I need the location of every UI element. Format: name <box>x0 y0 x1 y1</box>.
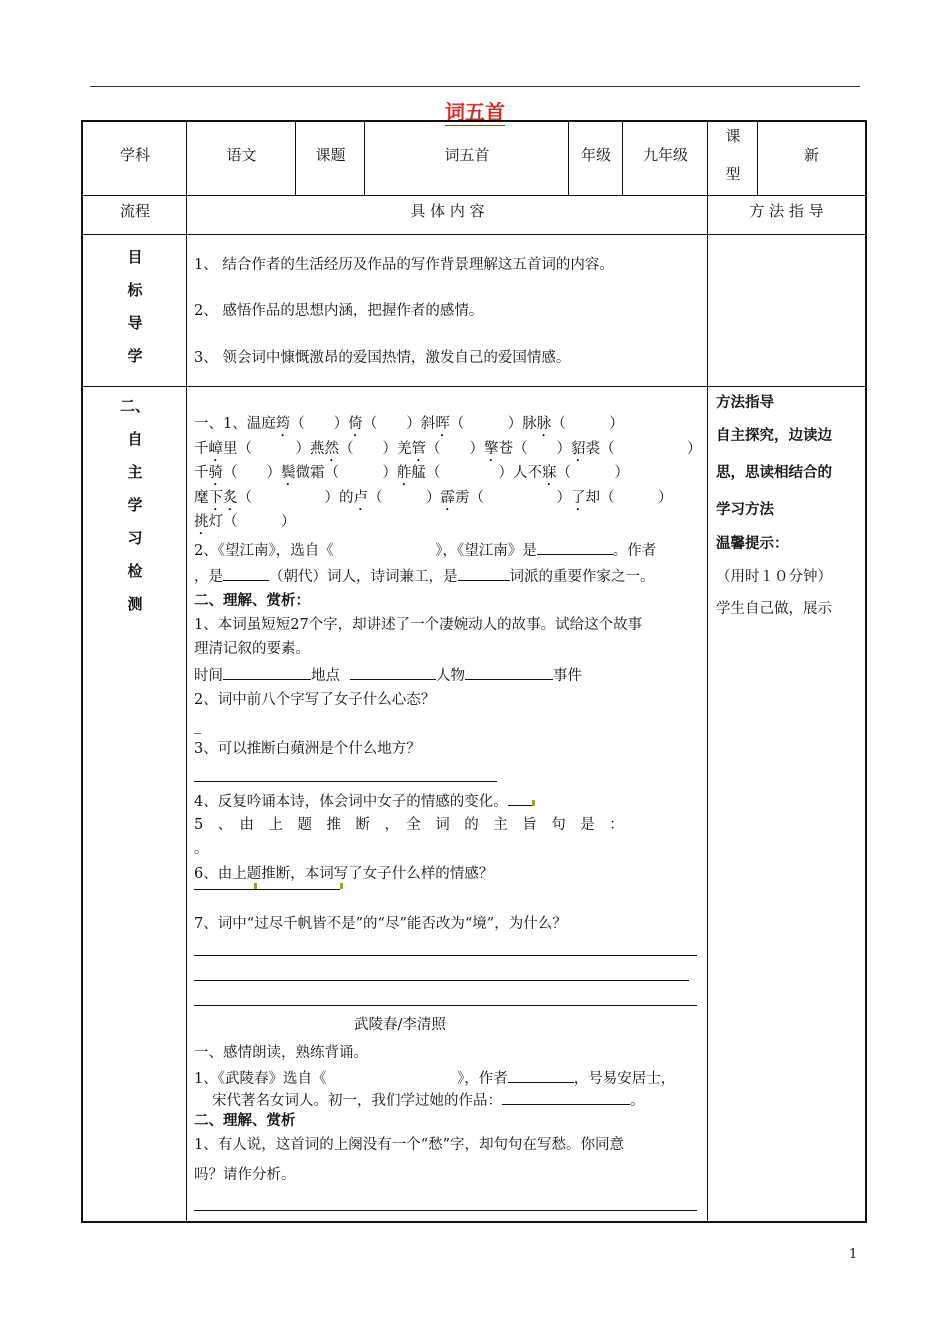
section-heading: 二、理解、赏析 <box>194 1113 296 1129</box>
subject-value: 语文 <box>226 146 257 164</box>
question-text: 1、有人说，这首词的上阕没有一个“愁”字，却句句在写愁。你同意 <box>194 1137 625 1153</box>
answer-line <box>194 781 497 782</box>
method-text: 思，思读相结合的 <box>716 465 832 481</box>
goal-item: 2、 感悟作品的思想内涵，把握作者的感情。 <box>194 303 484 319</box>
column-divider <box>707 122 708 1221</box>
mark <box>340 883 343 889</box>
tip-heading: 温馨提示： <box>716 536 789 552</box>
mark <box>254 883 257 889</box>
answer-line <box>194 955 697 956</box>
question-text: 理清记叙的要素。 <box>194 641 310 657</box>
method-text: 学习方法 <box>716 502 774 518</box>
self-study-label: 二、 自 主 学 习 检 测 <box>119 397 150 613</box>
grade-label: 年级 <box>580 146 611 164</box>
grade-value: 九年级 <box>642 146 688 164</box>
answer-line <box>194 1005 697 1006</box>
page-number: 1 <box>849 1247 858 1262</box>
answer-line <box>194 889 340 890</box>
header-rule <box>90 86 860 87</box>
question-text: 6、由上题推断，本词写了女子什么样的情感？ <box>194 866 494 882</box>
section-heading: 一、感情朗读，熟练背诵。 <box>194 1045 368 1061</box>
section-heading: 二、理解、赏析： <box>194 593 310 609</box>
question-jiangnan-author: ，是 （朝代）词人，诗词兼工，是 词派的重要作家之一。 <box>194 566 655 587</box>
type-value: 新 <box>803 146 819 164</box>
row-divider <box>83 234 865 235</box>
goal-item: 3、 领会词中慷慨激昂的爱国热情，激发自己的爱国情感。 <box>194 350 571 366</box>
question-text: 7、词中“过尽千帆皆不是”的“尽”能否改为“境”，为什么？ <box>194 916 567 932</box>
answer-line <box>194 980 689 981</box>
story-elements-line: 时间 地点 人物 事件 <box>194 665 582 686</box>
pinyin-line-1: 一、1、温庭筠（ ）倚（ ）斜晖（ ）脉脉（ ） <box>194 416 624 432</box>
method-heading: 方法指导 <box>716 395 774 411</box>
pinyin-line-5: 挑灯（ ） <box>194 514 296 530</box>
row-divider <box>83 386 865 387</box>
question-text: 2、词中前八个字写了女子什么心态？ <box>194 692 436 708</box>
tip-text: （用时１０分钟） <box>716 569 832 585</box>
subject-label: 学科 <box>119 146 150 164</box>
answer-line <box>194 1210 697 1211</box>
content-header: 具 体 内 容 <box>410 202 485 220</box>
question-text: 宋代著名女词人。初一，我们学过她的作品： 。 <box>212 1090 645 1111</box>
poem-title: 武陵春/李清照 <box>354 1017 446 1033</box>
question-text: 5 、 由 上 题 推 断 ， 全 词 的 主 旨 句 是 ： <box>194 817 624 833</box>
process-header: 流程 <box>119 202 150 220</box>
topic-value: 词五首 <box>444 146 490 164</box>
goal-item: 1、 结合作者的生活经历及作品的写作背景理解这五首词的内容。 <box>194 257 614 273</box>
question-text: 3、可以推断白蘋洲是个什么地方？ <box>194 741 421 757</box>
topic-label: 课题 <box>315 146 346 164</box>
question-text: 吗？请作分析。 <box>194 1167 296 1183</box>
answer-blank: _ <box>194 718 202 734</box>
pinyin-line-3: 千骑（ ）鬓微霜（ ）舴艋（ ）人不寐（ ） <box>194 465 629 481</box>
question-jiangnan-source: 2、《望江南》，选自《 》，《望江南》是 。作者 <box>194 540 656 561</box>
question-text: 4、反复吟诵本诗，体会词中女子的情感的变化。 <box>194 791 535 812</box>
type-label-1: 课 <box>725 127 741 145</box>
page-title: 词五首 <box>445 100 505 124</box>
tip-text: 学生自己做，展示 <box>716 601 832 617</box>
pinyin-line-2: 千嶂里（ ）燕然（ ）羌管（ ）擎苍（ ）貂裘（ ） <box>194 441 702 457</box>
method-header: 方 法 指 导 <box>749 202 824 220</box>
row-divider <box>83 195 865 196</box>
answer-end: 。 <box>194 841 209 857</box>
method-text: 自主探究，边读边 <box>716 428 832 444</box>
question-text: 1、《武陵春》选自《 》，作者 ，号易安居士， <box>194 1068 675 1089</box>
pinyin-line-4: 麾下炙（ ）的卢（ ）霹雳（ ）了却（ ） <box>194 490 673 506</box>
question-text: 1、本词虽短短27个字，却讲述了一个凄婉动人的故事。试给这个故事 <box>194 617 643 633</box>
goals-label: 目 标 导 学 <box>127 248 143 365</box>
type-label-2: 型 <box>725 165 741 183</box>
